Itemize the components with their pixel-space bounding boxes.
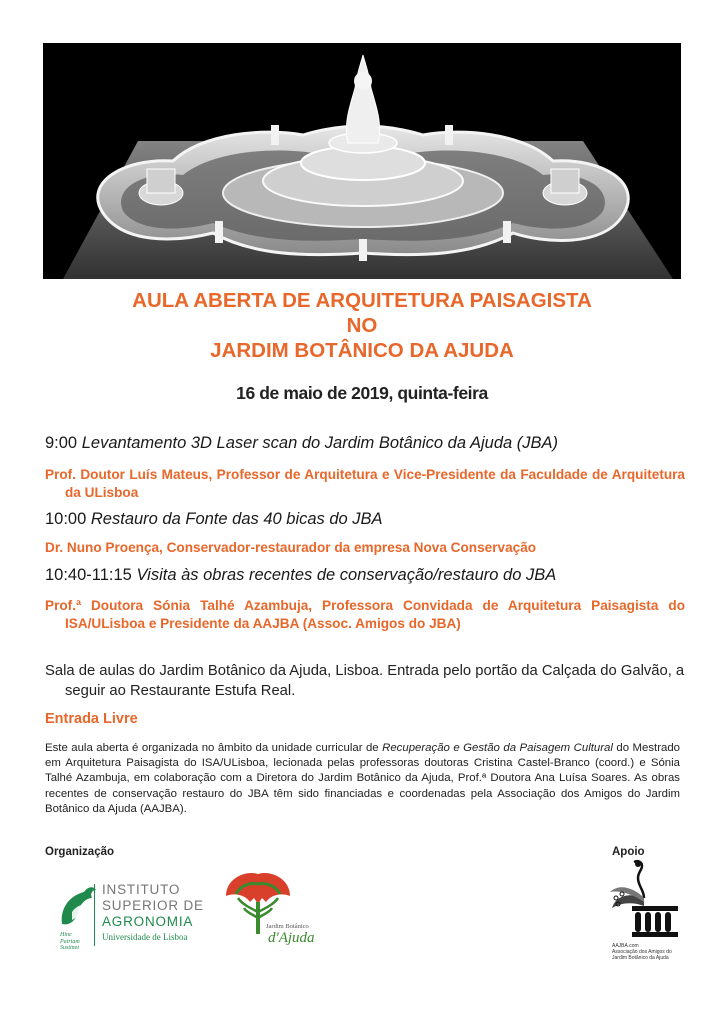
peacock-balustrade-icon xyxy=(608,858,680,942)
course-name: Recuperação e Gestão da Paisagem Cultural xyxy=(382,742,613,754)
isa-name-line-2: SUPERIOR DE xyxy=(102,898,204,913)
support-label: Apoio xyxy=(612,846,645,858)
jba-logo xyxy=(220,868,320,954)
entry-free-label: Entrada Livre xyxy=(45,711,138,727)
jba-name-line-2: d'Ajuda xyxy=(268,930,315,946)
venue-text: Sala de aulas do Jardim Botânico da Ajuda, Lisboa. Entrada pelo portão da Calçada do Galvão, a seguir ao Restaurante Estufa Real. xyxy=(45,663,685,699)
aajba-line-3: Jardim Botânico da Ajuda xyxy=(612,955,669,961)
organization-note: Este aula aberta é organizada no âmbito da unidade curricular de Recuperação e Gestão da Paisagem Cultural do Mestrado em Arquitetura Paisagista do ISA/ULisboa, lecionada pelas professoras doutoras Cristina Castel-Branco (coord.) e Sónia Talhé Azambuja, em colaboração com a Diretora do Jardim Botânico da Ajuda, Prof.ª Doutora Ana Luísa Soares. As obras recentes de conservação restauro do JBA têm sido financiadas e coordenadas pela Associação dos Amigos do Jardim Botânico da Ajuda (AAJBA). xyxy=(45,742,680,815)
session-3 xyxy=(45,566,685,585)
session-2 xyxy=(45,510,685,529)
session-time: 10:00 xyxy=(45,510,87,528)
isa-logo xyxy=(58,880,216,952)
isa-motto-3: Sustinet xyxy=(60,945,79,951)
aajba-line-2: Associação dos Amigos do xyxy=(612,949,672,955)
title-line-2: NO xyxy=(346,314,378,337)
session-topic: Restauro da Fonte das 40 bicas do JBA xyxy=(90,510,383,528)
session-speaker: Prof.ª Doutora Sónia Talhé Azambuja, Professora Convidada de Arquitetura Paisagista do ISA/ULisboa e Presidente da AAJBA (Assoc. Amigos do JBA) xyxy=(45,598,685,631)
session-time: 10:40-11:15 xyxy=(45,566,132,584)
isa-university: Universidade de Lisboa xyxy=(102,932,188,942)
hero-image-fountain-scan xyxy=(43,43,681,279)
title-line-1: AULA ABERTA DE ARQUITETURA PAISAGISTA xyxy=(132,289,592,312)
session-speaker: Prof. Doutor Luís Mateus, Professor de Arquitetura e Vice-Presidente da Faculdade de Arquitetura da ULisboa xyxy=(45,467,685,500)
title-line-3: JARDIM BOTÂNICO DA AJUDA xyxy=(210,339,514,362)
event-date: 16 de maio de 2019, quinta-feira xyxy=(236,383,488,403)
isa-name-line-3: AGRONOMIA xyxy=(102,914,194,929)
aajba-line-1: AAJBA.com xyxy=(612,943,639,949)
session-time: 9:00 xyxy=(45,434,78,452)
session-1 xyxy=(45,434,685,453)
event-title xyxy=(0,288,724,363)
isa-motto-1: Hinc xyxy=(60,932,72,938)
isa-divider xyxy=(94,884,95,946)
session-topic: Visita às obras recentes de conservação/restauro do JBA xyxy=(136,566,557,584)
isa-name-line-1: INSTITUTO xyxy=(102,882,181,897)
organization-label: Organização xyxy=(45,846,115,858)
fountain-scan-illustration xyxy=(43,43,681,279)
jba-name-line-1: Jardim Botânico xyxy=(266,923,309,930)
session-speaker: Dr. Nuno Proença, Conservador-restaurador da empresa Nova Conservação xyxy=(45,540,537,555)
isa-bird-icon xyxy=(58,882,98,932)
isa-motto-2: Patriam xyxy=(60,938,80,945)
aajba-logo xyxy=(600,858,690,968)
session-topic: Levantamento 3D Laser scan do Jardim Botânico da Ajuda (JBA) xyxy=(81,434,559,452)
